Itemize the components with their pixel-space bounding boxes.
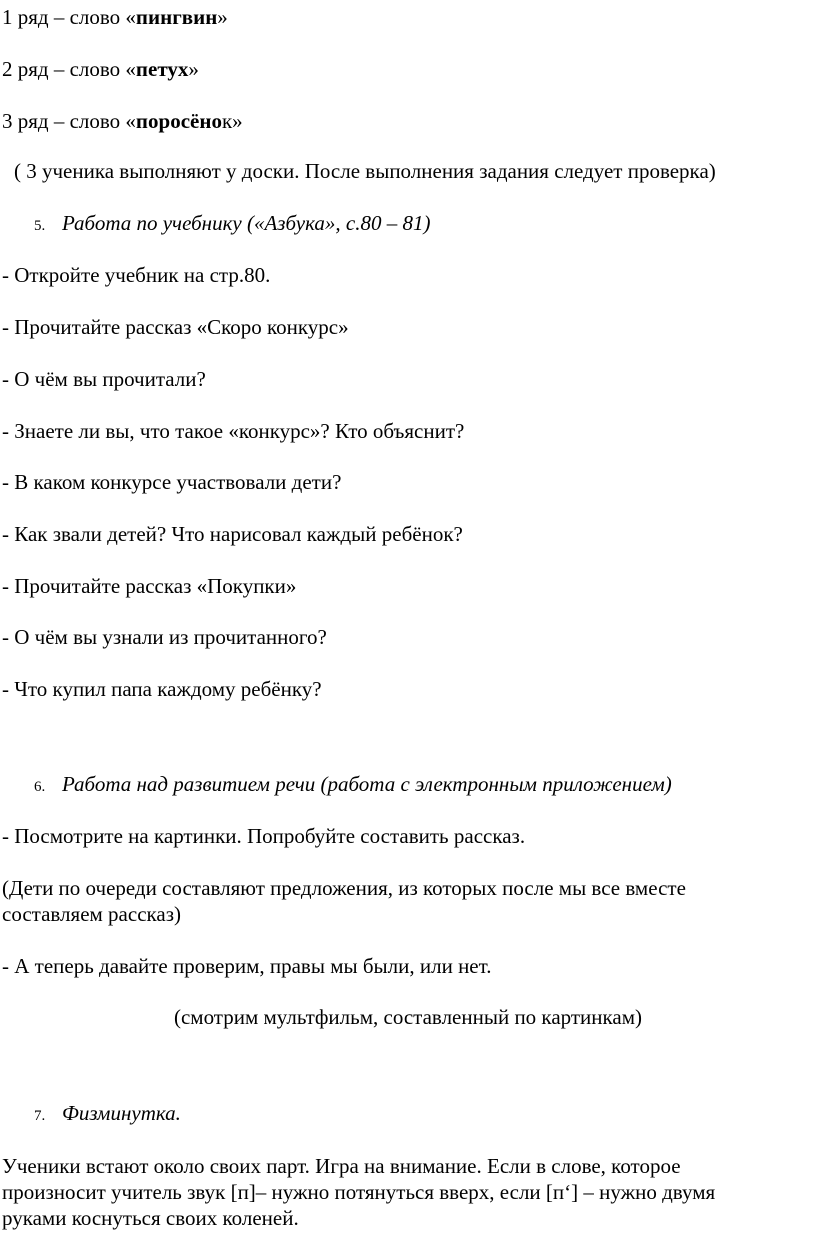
section-5-line: - О чём вы узнали из прочитанного?: [2, 625, 327, 649]
row-2-line: [2, 56, 199, 82]
section-5-title: Работа по учебнику («Азбука», с.80 – 81): [62, 211, 431, 235]
section-6-paragraph-line: (Дети по очереди составляют предложения, из которых после мы все вместе: [2, 876, 686, 900]
section-7-title: Физминутка.: [62, 1101, 181, 1125]
section-5-heading: [34, 210, 430, 239]
row-3-prefix: 3 ряд – слово «: [2, 109, 136, 133]
section-5-number: 5.: [34, 218, 46, 234]
row-2-suffix: »: [188, 57, 199, 81]
section-6-line-look: - Посмотрите на картинки. Попробуйте составить рассказ.: [2, 824, 526, 848]
section-7-heading: [34, 1100, 181, 1129]
section-6-paragraph-line: составляем рассказ): [2, 902, 182, 926]
section-6-line-check: - А теперь давайте проверим, правы мы были, или нет.: [2, 954, 492, 978]
section-5-line: - Прочитайте рассказ «Покупки»: [2, 574, 297, 598]
row-1-suffix: »: [217, 5, 228, 29]
row-1-prefix: 1 ряд – слово «: [2, 5, 136, 29]
board-note: ( 3 ученика выполняют у доски. После выполнения задания следует проверка): [14, 159, 716, 183]
section-6-title: Работа над развитием речи (работа с электронным приложением): [62, 772, 672, 796]
row-1-word: пингвин: [135, 5, 218, 29]
section-7-paragraph-line: Ученики встают около своих парт. Игра на внимание. Если в слове, которое: [2, 1154, 681, 1178]
section-6-heading: [34, 771, 672, 800]
row-2-prefix: 2 ряд – слово «: [2, 57, 136, 81]
section-5-line: - Откройте учебник на стр.80.: [2, 263, 271, 287]
section-7-paragraph-line: руками коснуться своих коленей.: [2, 1206, 299, 1230]
section-6-centered-note: (смотрим мультфильм, составленный по картинкам): [173, 1005, 643, 1029]
section-7-paragraph-line: произносит учитель звук [п]– нужно потянуться вверх, если [п‘] – нужно двумя: [2, 1180, 716, 1204]
section-5-line: - В каком конкурсе участвовали дети?: [2, 470, 342, 494]
row-3-word: поросёно: [135, 109, 222, 133]
row-3-suffix: к»: [221, 109, 243, 133]
section-5-line: - Знаете ли вы, что такое «конкурс»? Кто объяснит?: [2, 419, 465, 443]
row-1-line: [2, 4, 228, 30]
row-3-line: [2, 108, 243, 134]
section-5-line: - Как звали детей? Что нарисовал каждый ребёнок?: [2, 522, 463, 546]
section-7-number: 7.: [34, 1108, 46, 1124]
section-6-number: 6.: [34, 779, 46, 795]
row-2-word: петух: [135, 57, 189, 81]
section-5-line: - Что купил папа каждому ребёнку?: [2, 677, 322, 701]
section-5-line: - О чём вы прочитали?: [2, 367, 206, 391]
section-5-line: - Прочитайте рассказ «Скоро конкурс»: [2, 315, 349, 339]
